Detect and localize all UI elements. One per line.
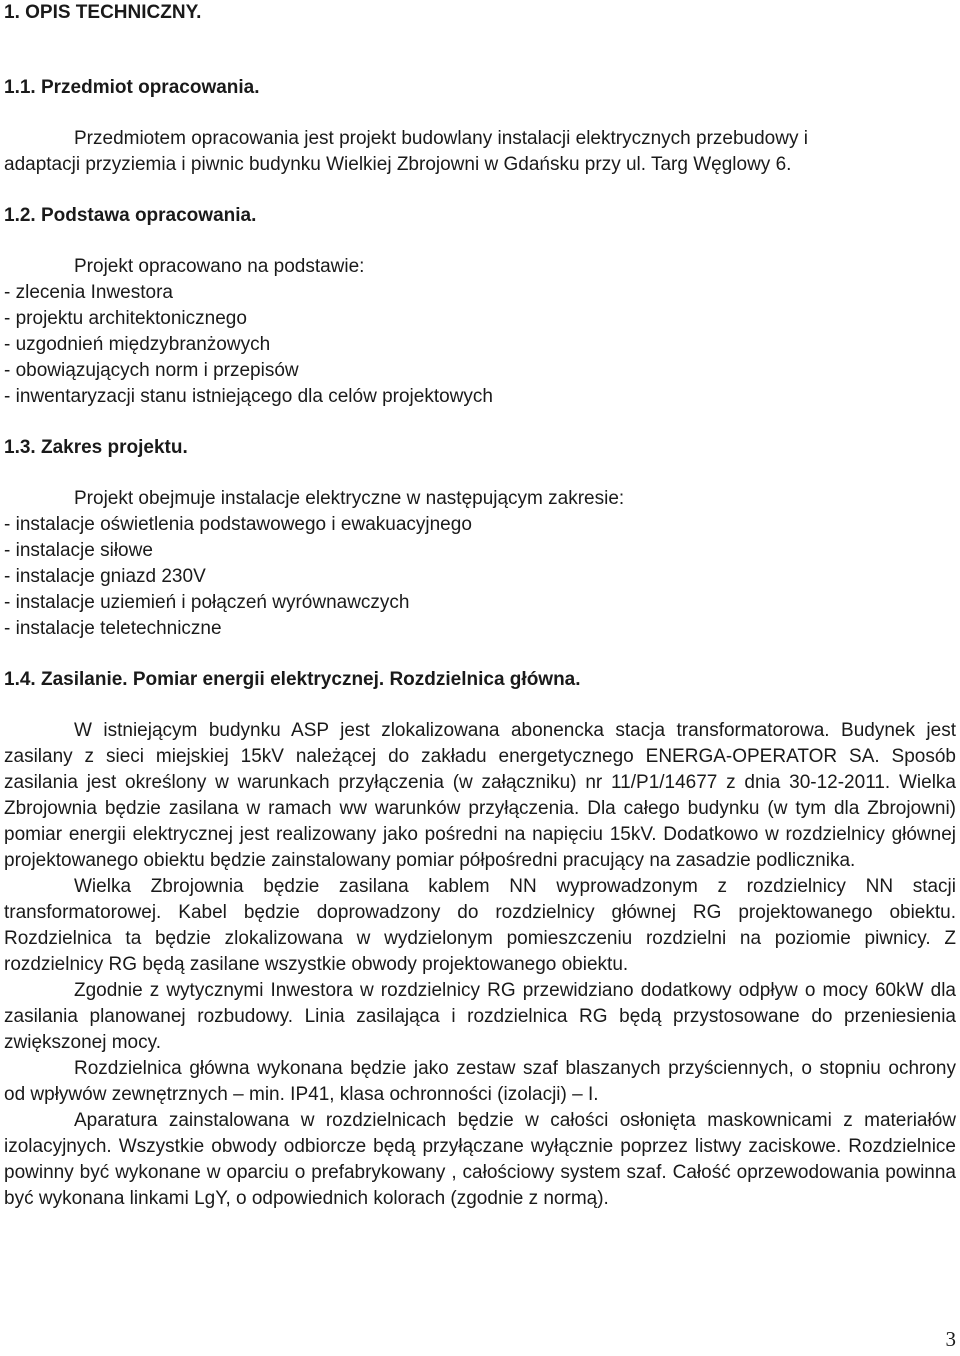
list-item: - instalacje uziemień i połączeń wyrównawczych [4, 592, 410, 613]
section-1-2 [4, 203, 956, 229]
list-intro: Projekt opracowano na podstawie: [74, 256, 365, 277]
section-1-4-body [4, 718, 956, 1212]
section-title: 1. OPIS TECHNICZNY. [4, 2, 202, 23]
page-number: 3 [945, 1327, 956, 1351]
section-heading: 1.3. Zakres projektu. [4, 437, 188, 458]
section-1-1-body [4, 126, 956, 178]
section-1-3-body [4, 486, 956, 642]
section-1-1 [4, 75, 956, 101]
paragraph: Aparatura zainstalowana w rozdzielnicach będzie w całości osłonięta maskownicami z materiałów izolacyjnych. Wszystkie obwody odbiorcze będą przyłączane wyłącznie poprzez listwy zaciskowe. Rozdzielnice powinny być wykonane w oparciu o prefabrykowany , całościowy system szaf. Całość oprzewodowania powinna być wykonana linkami LgY, o odpowiednich kolorach (zgodnie z normą). [4, 1110, 956, 1209]
list-item: - instalacje gniazd 230V [4, 566, 206, 587]
paragraph: Wielka Zbrojownia będzie zasilana kablem NN wyprowadzonym z rozdzielnicy NN stacji transformatorowej. Kabel będzie doprowadzony do rozdzielnicy głównej RG projektowanego obiektu. Rozdzielnica ta będzie zlokalizowana w wydzielonym pomieszczeniu rozdzielni na poziomie piwnicy. Z rozdzielnicy RG będą zasilane wszystkie obwody projektowanego obiektu. [4, 876, 956, 975]
list-item: - uzgodnień międzybranżowych [4, 334, 271, 355]
list-item: - zlecenia Inwestora [4, 282, 173, 303]
section-heading: 1.1. Przedmiot opracowania. [4, 77, 260, 98]
section-1-2-body [4, 254, 956, 410]
list-item: - obowiązujących norm i przepisów [4, 360, 299, 381]
body-line: adaptacji przyziemia i piwnic budynku Wielkiej Zbrojowni w Gdańsku przy ul. Targ Węglowy 6. [4, 154, 792, 175]
section-heading: 1.2. Podstawa opracowania. [4, 205, 257, 226]
list-intro: Projekt obejmuje instalacje elektryczne w następującym zakresie: [74, 488, 625, 509]
section-1-3 [4, 435, 956, 461]
list-item: - inwentaryzacji stanu istniejącego dla celów projektowych [4, 386, 493, 407]
paragraph: Rozdzielnica główna wykonana będzie jako zestaw szaf blaszanych przyściennych, o stopniu ochrony od wpływów zewnętrznych – min. IP41, klasa ochronności (izolacji) – I. [4, 1058, 956, 1105]
paragraph: W istniejącym budynku ASP jest zlokalizowana abonencka stacja transformatorowa. Budynek jest zasilany z sieci miejskiej 15kV należącej do zakładu energetycznego ENERGA-OPERATOR SA. Sposób zasilania jest określony w warunkach przyłączenia (w załączniku) nr 11/P1/14677 z dnia 30-12-2011. Wielka Zbrojownia będzie zasilana w ramach ww warunków przyłączenia. Dla całego budynku (w tym dla Zbrojowni) pomiar energii elektrycznej jest realizowany jako pośredni na napięciu 15kV. Dodatkowo w rozdzielnicy głównej projektowanego obiektu będzie zainstalowany pomiar półpośredni pracujący na zasadzie podlicznika. [4, 720, 956, 871]
list-item: - instalacje oświetlenia podstawowego i ewakuacyjnego [4, 514, 472, 535]
list-item: - instalacje siłowe [4, 540, 153, 561]
list-item: - instalacje teletechniczne [4, 618, 222, 639]
section-heading: 1.4. Zasilanie. Pomiar energii elektrycznej. Rozdzielnica główna. [4, 669, 581, 690]
body-line: Przedmiotem opracowania jest projekt budowlany instalacji elektrycznych przebudowy i [74, 128, 808, 149]
paragraph: Zgodnie z wytycznymi Inwestora w rozdzielnicy RG przewidziano dodatkowy odpływ o mocy 60kW dla zasilania planowanej rozbudowy. Linia zasilająca i rozdzielnica RG będą przystosowane do przeniesienia zwiększonej mocy. [4, 980, 956, 1053]
list-item: - projektu architektonicznego [4, 308, 247, 329]
section-1-4 [4, 667, 956, 693]
